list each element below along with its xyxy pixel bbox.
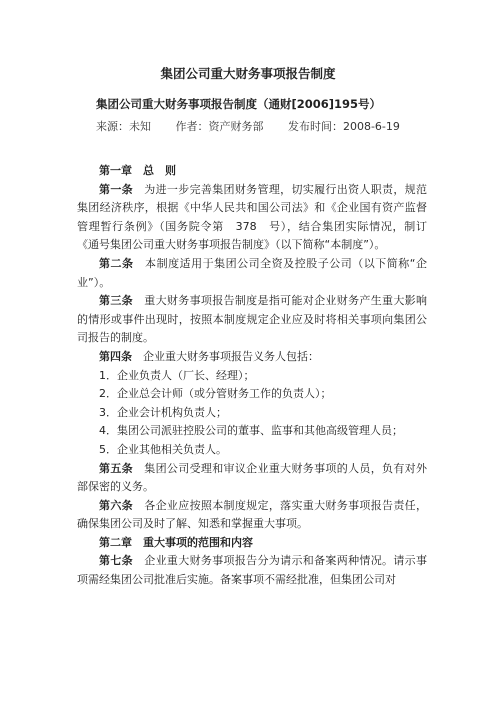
article-text: 集团公司受理和审议企业重大财务事项的人员，负有对外部保密的义务。 bbox=[77, 461, 428, 494]
article-6 bbox=[77, 497, 427, 534]
article-text: 为进一步完善集团财务管理，切实履行出资人职责，规范集团经济秩序，根据《中华人民共和国公司法》和《企业国有资产监督管理暂行条例》（国务院令第 378 号），结合集团实际情况，制订《通号集团公司重大财务事项报告制度》（以下简称“本制度”）。 bbox=[77, 182, 428, 252]
document-title: 集团公司重大财务事项报告制度 bbox=[160, 66, 336, 81]
article-4 bbox=[77, 348, 427, 367]
document-meta: 来源：未知 作者：资产财务部 发布时间：2008-6-19 bbox=[96, 120, 400, 133]
list-item: 3．企业会计机构负责人； bbox=[99, 405, 227, 419]
article-label: 第五条 bbox=[99, 461, 133, 475]
list-item: 2．企业总会计师（或分管财务工作的负责人）； bbox=[99, 387, 332, 401]
article-text: 各企业应按照本制度规定，落实重大财务事项报告责任，确保集团公司及时了解、知悉和掌握重大事项。 bbox=[77, 498, 428, 531]
article-7 bbox=[77, 552, 427, 589]
list-item: 5．企业其他相关负责人。 bbox=[99, 442, 227, 456]
list-item: 4．集团公司派驻控股公司的董事、监事和其他高级管理人员； bbox=[99, 424, 403, 438]
article-label: 第七条 bbox=[99, 554, 133, 568]
article-5 bbox=[77, 460, 427, 497]
article-text: 企业重大财务事项报告分为请示和备案两种情况。请示事项需经集团公司批准后实施。备案事项不需经批准，但集团公司对 bbox=[77, 554, 428, 587]
article-text: 企业重大财务事项报告义务人包括： bbox=[132, 349, 319, 363]
chapter-1-heading: 第一章 总 则 bbox=[99, 164, 176, 177]
article-label: 第二条 bbox=[99, 256, 134, 270]
article-label: 第三条 bbox=[99, 294, 133, 308]
document-subtitle: 集团公司重大财务事项报告制度（通财[2006]195号） bbox=[96, 97, 382, 111]
chapter-2-heading: 第二章 重大事项的范围和内容 bbox=[99, 535, 253, 549]
article-2 bbox=[77, 255, 427, 292]
list-item: 1．企业负责人（厂长、经理）； bbox=[99, 368, 255, 382]
article-label: 第四条 bbox=[99, 349, 132, 363]
article-text: 重大财务事项报告制度是指可能对企业财务产生重大影响的情形或事件出现时，按照本制度规定企业应及时将相关事项向集团公司报告的制度。 bbox=[77, 294, 428, 345]
article-1 bbox=[77, 181, 427, 255]
article-label: 第一条 bbox=[99, 182, 133, 196]
article-text: 本制度适用于集团公司全资及控股子公司（以下简称“企业”）。 bbox=[77, 256, 428, 289]
article-label: 第六条 bbox=[99, 498, 133, 512]
document-body bbox=[77, 162, 427, 590]
article-3 bbox=[77, 292, 427, 348]
